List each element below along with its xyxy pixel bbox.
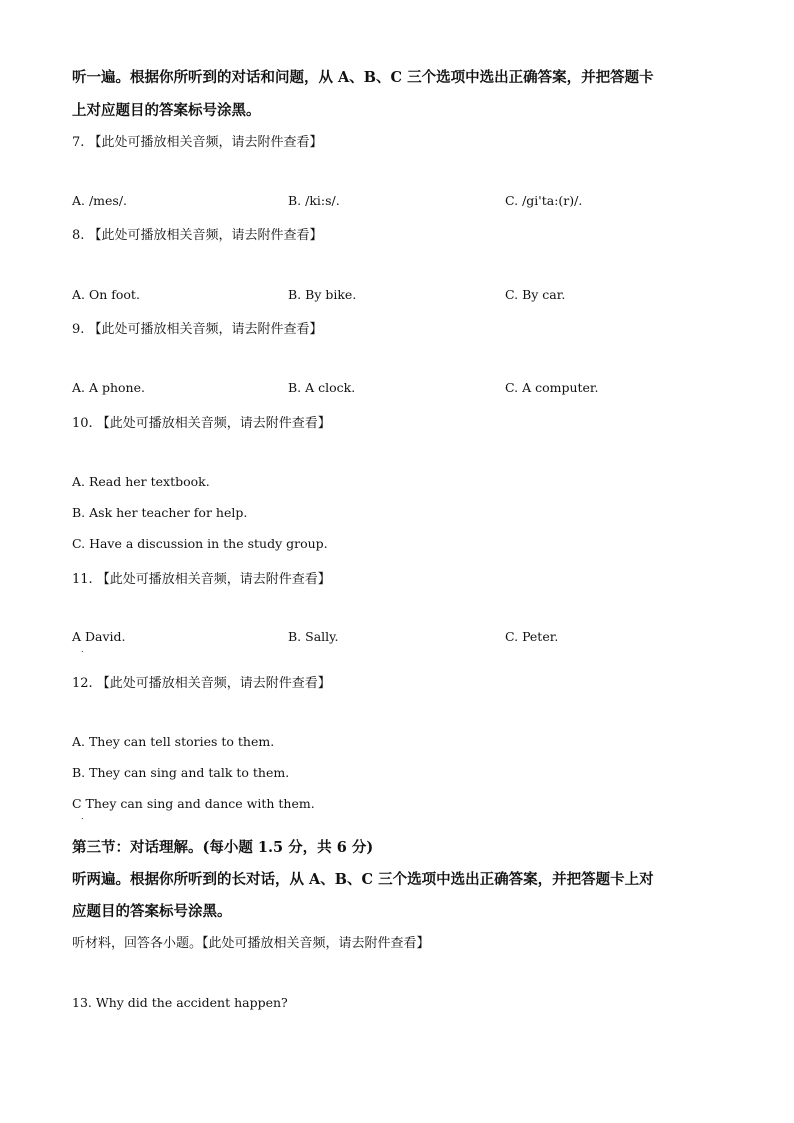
question-10-option-b: B. Ask her teacher for help.: [72, 505, 248, 520]
question-10-label: 10. 【此处可播放相关音频，请去附件查看】: [72, 416, 331, 431]
question-11-option-b: B. Sally.: [288, 629, 339, 644]
question-7-option-a: A. /mes/.: [72, 193, 128, 208]
question-10-option-a: A. Read her textbook.: [72, 474, 210, 489]
stray-dot-mark-2: .: [81, 812, 84, 821]
question-8-option-c: C. By car.: [505, 287, 566, 302]
question-11-label: 11. 【此处可播放相关音频，请去附件查看】: [72, 572, 331, 587]
question-9-option-a: A. A phone.: [72, 380, 145, 395]
question-9-label: 9. 【此处可播放相关音频，请去附件查看】: [72, 322, 323, 337]
question-12-option-a: A. They can tell stories to them.: [72, 734, 275, 749]
question-7-option-b: B. /ki:s/.: [288, 193, 340, 208]
question-8-option-b: B. By bike.: [288, 287, 357, 302]
section3-title: 第三节：对话理解。(每小题 1.5 分，共 6 分): [72, 839, 374, 856]
question-10-option-c: C. Have a discussion in the study group.: [72, 536, 328, 551]
section3-instruction-line2: 应题目的答案标号涂黑。: [72, 903, 232, 920]
question-7-label: 7. 【此处可播放相关音频，请去附件查看】: [72, 135, 323, 150]
question-8-label: 8. 【此处可播放相关音频，请去附件查看】: [72, 228, 323, 243]
question-9-option-c: C. A computer.: [505, 380, 599, 395]
section2-instruction-line1: 听一遍。根据你所听到的对话和问题，从 A、B、C 三个选项中选出正确答案，并把答题卡: [72, 69, 654, 86]
question-11-option-a: A David.: [72, 629, 126, 644]
question-12-option-b: B. They can sing and talk to them.: [72, 765, 290, 780]
question-11-option-c: C. Peter.: [505, 629, 559, 644]
question-8-option-a: A. On foot.: [72, 287, 140, 302]
section3-material-label: 听材料，回答各小题。【此处可播放相关音频，请去附件查看】: [72, 936, 430, 951]
question-7-option-c: C. /gi'ta:(r)/.: [505, 193, 583, 208]
section3-instruction-line1: 听两遍。根据你所听到的长对话，从 A、B、C 三个选项中选出正确答案，并把答题卡上对: [72, 871, 654, 888]
question-12-label: 12. 【此处可播放相关音频，请去附件查看】: [72, 676, 331, 691]
section2-instruction-line2: 上对应题目的答案标号涂黑。: [72, 102, 261, 119]
question-13-label: 13. Why did the accident happen?: [72, 995, 288, 1010]
question-9-option-b: B. A clock.: [288, 380, 356, 395]
stray-dot-mark: .: [81, 645, 84, 654]
question-12-option-c: C They can sing and dance with them.: [72, 796, 315, 811]
